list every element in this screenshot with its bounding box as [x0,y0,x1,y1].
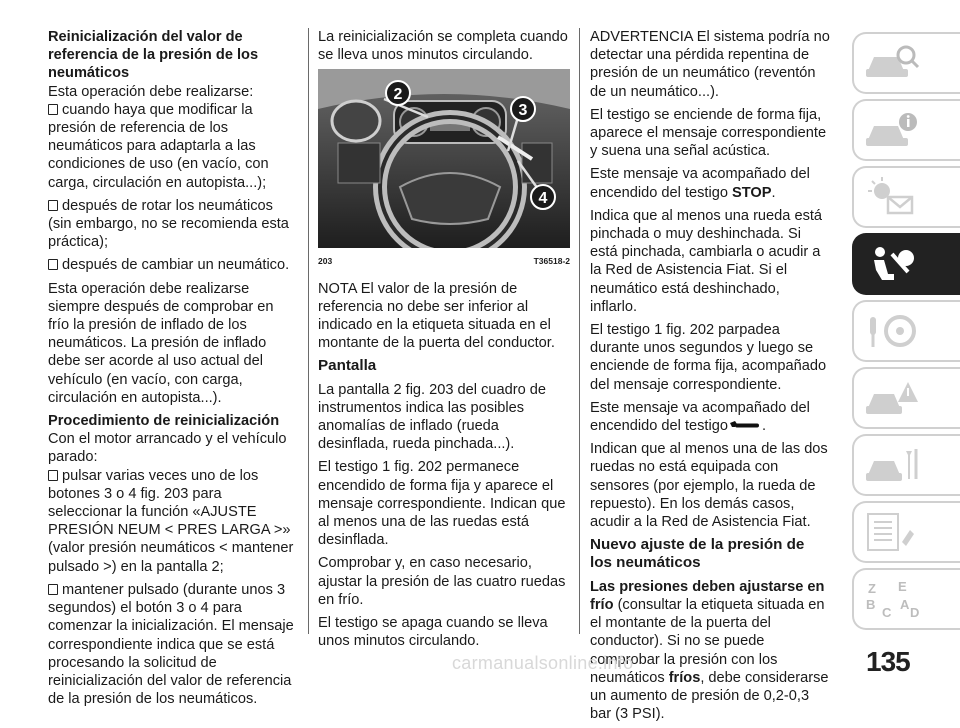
paragraph: Con el motor arrancado y el vehículo parado: [48,431,287,466]
text: , debe considerarse un aumento de presión de 0,2-0,3 bar (3 PSI). [590,669,829,723]
wrench-icon [728,420,762,432]
chapter-tabs [852,32,960,635]
bullet-item [48,581,298,708]
tab-alphabet-index[interactable] [852,568,960,630]
stop-label: STOP [732,184,772,201]
text-bold: Las presiones deben ajustarse en [590,578,825,595]
paragraph: Comprobar y, en caso necesario, ajustar la presión de las cuatro ruedas en frío. [318,555,566,608]
checkbox-bullet-icon [48,104,58,115]
tab-key-steering[interactable] [852,300,960,362]
text: (consultar la etiqueta situada en el montante de la puerta del conductor). Si no se puede comprobar la presión con los neumáticos [590,596,825,686]
paragraph: Indican que al menos una de las dos ruedas no está equipada con sensores (por ejemplo, la rueda de repuesto). En los demás casos, acudir a la Red de Asistencia Fiat. [590,441,828,531]
tab-car-warning[interactable] [852,367,960,429]
tab-car-search[interactable] [852,32,960,94]
svg-text:B: B [866,597,876,612]
heading-procedure: Procedimiento de reinicialización [48,413,280,430]
paragraph-advertencia: ADVERTENCIA El sistema podría no detectar una pérdida repentina de presión de un neumático (reventón de un neumático...). [590,29,830,100]
page-number: 135 [866,646,910,677]
car-search-icon [864,43,920,83]
checkbox-bullet-icon [48,584,58,595]
watermark: carmanualsonline.info [452,653,634,673]
tab-car-service[interactable] [852,434,960,496]
column-3 [590,28,830,728]
bullet-text: cuando haya que modificar la presión de referencia de los neumáticos para adaptarla a las condiciones de uso (en vacío, con carga, circulación en autopista...); [48,101,269,191]
text: . [761,418,766,435]
svg-text:A: A [900,597,910,612]
dashboard-illustration [318,69,570,248]
svg-text:2: 2 [393,86,403,104]
tab-airbag-seat[interactable] [852,233,960,295]
svg-text:4: 4 [538,190,548,208]
checklist-icon [864,512,920,552]
bullet-item [48,256,298,274]
column-divider [579,28,580,634]
svg-text:D: D [910,605,920,619]
alphabet-index-icon [864,579,920,619]
paragraph: El testigo 1 fig. 202 permanece encendido de forma fija y aparece el mensaje correspondiente. Indican que al menos una de las ruedas está desinflada. [318,459,566,549]
text-bold: fríos [668,669,701,686]
bullet-item [48,101,298,192]
paragraph-nota: NOTA El valor de la presión de referencia no debe ser inferior al indicado en la etiqueta situada en el montante de la puerta del conductor. [318,280,555,352]
car-warning-icon [864,378,920,418]
bullet-text: pulsar varias veces uno de los botones 3 o 4 fig. 203 para seleccionar la función «AJUSTE PRESIÓN NEUM < PRES LARGA >» (valor presión neumáticos < mantener pulsado >) en la pantalla 2; [48,467,294,575]
warning-lights-icon [864,177,920,217]
svg-text:E: E [898,579,907,594]
bullet-text: mantener pulsado (durante unos 3 segundos) el botón 3 o 4 para comenzar la inicialización. El mensaje correspondiente indica que se está procesando la solicitud de reinicialización del valor de referencia de la presión de los neumáticos. [48,581,294,708]
figure-code: T36518-2 [533,256,570,267]
paragraph [590,399,830,435]
column-1 [48,28,298,713]
column-divider [308,28,309,634]
heading-reset: Reinicialización del valor de referencia de la presión de los neumáticos [48,29,259,82]
column-2 [318,28,570,655]
figure-number: 203 [318,256,333,267]
car-info-icon [864,110,920,150]
paragraph: Esta operación debe realizarse siempre después de comprobar en frío la presión de inflado de los neumáticos. La presión de inflado debe ser acorde al uso actual del vehículo (en vacío, con carga, circulación en autopista...). [48,280,274,406]
paragraph [590,578,830,724]
intro-text: Esta operación debe realizarse: [48,83,254,100]
svg-text:Z: Z [868,581,876,596]
checkbox-bullet-icon [48,200,58,211]
svg-text:3: 3 [518,102,528,120]
figure-dashboard [318,69,570,248]
checkbox-bullet-icon [48,259,58,270]
text: . [771,184,776,201]
tab-car-info[interactable] [852,99,960,161]
paragraph: El testigo se enciende de forma fija, aparece el mensaje correspondiente y suena una señal acústica. [590,106,827,160]
car-service-icon [864,445,920,485]
paragraph: El testigo se apaga cuando se lleva unos minutos circulando. [318,615,548,650]
bullet-text: después de cambiar un neumático. [62,257,290,274]
svg-text:C: C [882,605,892,619]
paragraph [590,165,830,201]
paragraph: La pantalla 2 fig. 203 del cuadro de instrumentos indica las posibles anomalías de inflado (rueda desinflada, rueda pinchada...). [318,381,546,453]
text: Este mensaje va acompañado del encendido del testigo [590,166,810,201]
text: Este mensaje va acompañado del encendido del testigo [590,399,810,435]
bullet-text: después de rotar los neumáticos (sin embargo, no se recomienda esta práctica); [48,197,289,251]
callout-2 [386,81,410,105]
bullet-item [48,197,298,252]
heading-nuevo-ajuste: Nuevo ajuste de la presión de los neumáticos [590,536,805,572]
tab-warning-lights[interactable] [852,166,960,228]
airbag-seat-icon [864,244,920,284]
text-bold: frío [590,596,614,613]
callout-4 [531,185,555,209]
callout-3 [511,97,535,121]
bullet-item [48,467,298,576]
tab-checklist[interactable] [852,501,960,563]
key-steering-icon [864,311,920,351]
paragraph: La reinicialización se completa cuando se lleva unos minutos circulando. [318,29,568,64]
paragraph: El testigo 1 fig. 202 parpadea durante unos segundos y luego se enciende de forma fija, acompañado del mensaje correspondiente. [590,322,827,393]
figure-caption [318,252,570,270]
paragraph: Indica que al menos una rueda está pinchada o muy deshinchada. Si está pinchada, cambiarla o acudir a la Red de Asistencia Fiat. Si el neumático está deshinchado, inflarlo. [590,207,823,315]
heading-pantalla: Pantalla [318,357,377,375]
checkbox-bullet-icon [48,470,58,481]
